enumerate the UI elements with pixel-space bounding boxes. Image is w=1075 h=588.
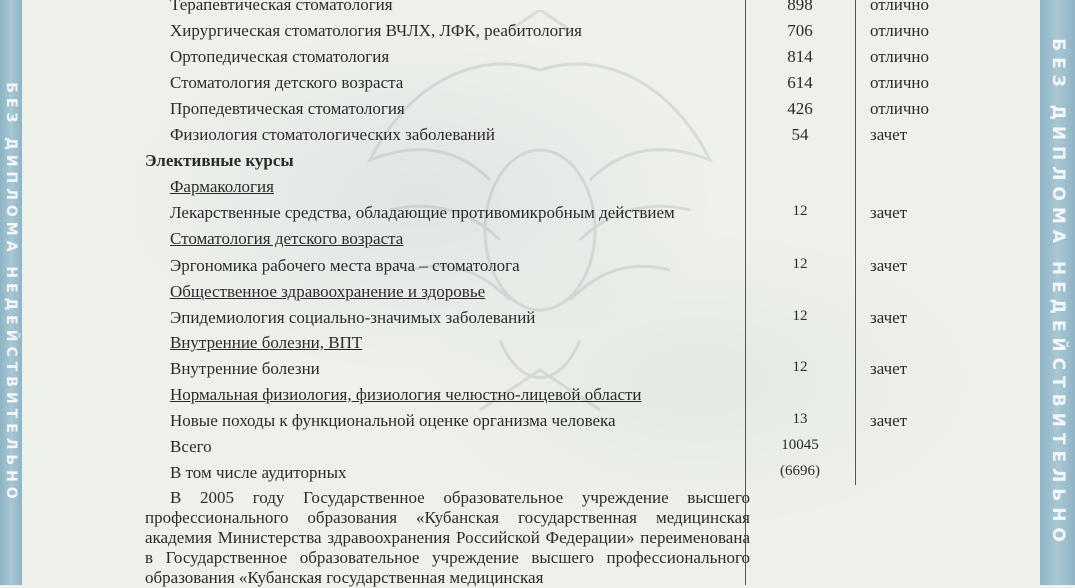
course-hours: 426	[787, 99, 813, 118]
course-hours: 12	[792, 203, 808, 219]
course-grade: зачет	[870, 203, 908, 222]
left-strip-text: БЕЗ ДИПЛОМА НЕДЕЙСТВИТЕЛЬНО	[3, 81, 19, 504]
course-hours: 13	[792, 411, 808, 427]
course-name: Терапевтическая стоматология	[170, 0, 393, 14]
total-hours: 10045	[781, 437, 819, 453]
course-name: Эргономика рабочего места врача – стоматолога	[170, 256, 520, 275]
course-hours: 614	[787, 73, 813, 92]
course-hours: 814	[787, 47, 813, 66]
course-grade: зачет	[870, 359, 908, 378]
course-grade: отлично	[870, 47, 930, 66]
department-name: Внутренние болезни, ВПТ	[170, 333, 363, 352]
course-name: Внутренние болезни	[170, 359, 320, 378]
course-grade: отлично	[870, 73, 930, 92]
course-name: Ортопедическая стоматология	[170, 47, 390, 66]
auditory-label: В том числе аудиторных	[170, 463, 347, 482]
auditory-hours: (6696)	[780, 463, 820, 479]
course-grade: зачет	[870, 411, 908, 430]
electives-title: Элективные курсы	[145, 151, 294, 170]
department-name: Нормальная физиология, физиология челюстно-лицевой области	[170, 385, 642, 404]
total-label: Всего	[170, 437, 212, 456]
course-name: Лекарственные средства, обладающие противомикробным действием	[170, 203, 675, 222]
course-hours: 12	[792, 308, 808, 324]
department-name: Стоматология детского возраста	[170, 229, 404, 248]
course-name: Эпидемиология социально-значимых заболеваний	[170, 308, 536, 327]
course-grade: зачет	[870, 256, 908, 275]
course-name: Стоматология детского возраста	[170, 73, 404, 92]
right-security-strip	[1040, 0, 1075, 585]
rename-note-paragraph: В 2005 году Государственное образовательное учреждение высшего профессионального образования «Кубанская государственная медицинская академия Министерства здравоохранения Российской Федерации» переименована в Государственное образовательное учреждение высшего профессионального образования «Кубанская государственная медицинская	[145, 488, 750, 587]
course-grade: отлично	[870, 99, 930, 118]
course-name: Физиология стоматологических заболеваний	[170, 125, 495, 144]
table-divider-right	[855, 0, 856, 485]
department-name: Общественное здравоохранение и здоровье	[170, 282, 486, 301]
course-name: Пропедевтическая стоматология	[170, 99, 405, 118]
course-hours: 12	[792, 256, 808, 272]
course-hours: 898	[787, 0, 813, 14]
course-grade: зачет	[870, 308, 908, 327]
course-hours: 706	[787, 21, 813, 40]
course-name: Новые походы к функциональной оценке организма человека	[170, 411, 616, 430]
course-hours: 12	[792, 359, 808, 375]
course-hours: 54	[791, 125, 809, 144]
course-grade: зачет	[870, 125, 908, 144]
left-security-strip	[0, 0, 22, 585]
department-name: Фармакология	[170, 177, 274, 196]
right-strip-text: БЕЗ ДИПЛОМА НЕДЕЙСТВИТЕЛЬНО	[1047, 37, 1068, 548]
course-grade: отлично	[870, 21, 930, 40]
course-grade: отлично	[870, 0, 930, 14]
course-name: Хирургическая стоматология ВЧЛХ, ЛФК, реабитология	[170, 21, 583, 40]
